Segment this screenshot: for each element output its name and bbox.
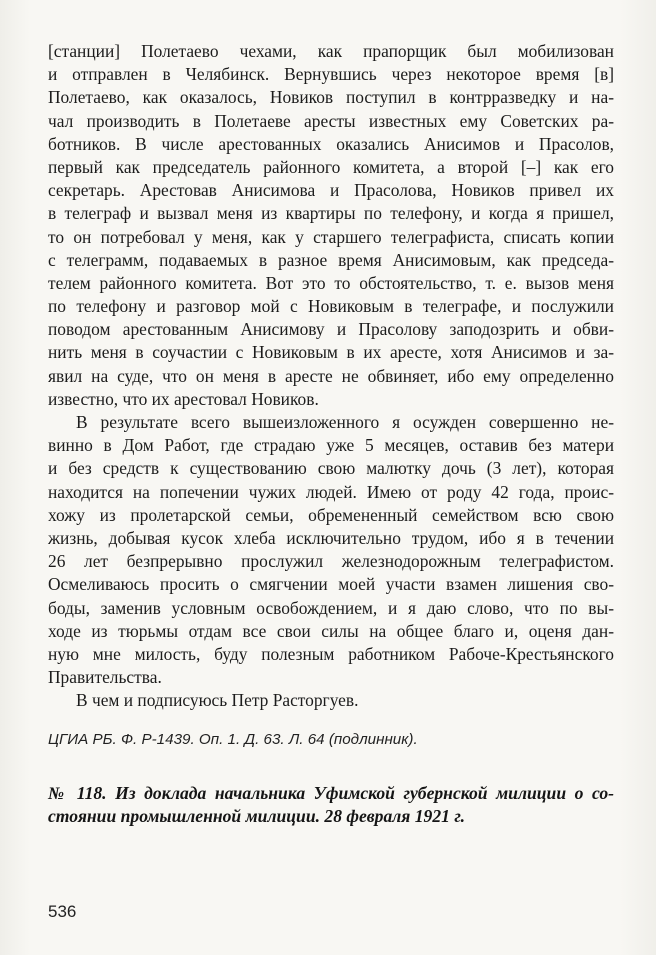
- heading-line-1: № 118. Из доклада начальника Уфимской губернской милиции о со-: [48, 783, 614, 803]
- archival-source-citation: ЦГИА РБ. Ф. Р-1439. Оп. 1. Д. 63. Л. 64 (подлинник).: [48, 731, 418, 748]
- text-line: ную мне милость, буду полезным работником Рабоче-Крестьянского: [48, 643, 614, 664]
- signature-line: В чем и подписуюсь Петр Расторгуев.: [76, 690, 359, 711]
- text-line: ботников. В числе арестованных оказались Анисимов и Прасолов,: [48, 133, 614, 154]
- text-line: чал производить в Полетаеве аресты известных ему Советских ра-: [48, 110, 614, 131]
- text-line: секретарь. Арестовав Анисимова и Прасолова, Новиков привел их: [48, 180, 614, 201]
- text-line: Осмеливаюсь просить о смягчении моей участи взамен лишения сво-: [48, 574, 614, 595]
- text-line: [станции] Полетаево чехами, как прапорщик был мобилизован: [48, 41, 614, 61]
- text-line: винно в Дом Работ, где страдаю уже 5 месяцев, оставив без матери: [48, 435, 614, 456]
- text-line: Полетаево, как оказалось, Новиков поступил в контрразведку и на-: [48, 87, 614, 108]
- text-line: первый как председатель районного комитета, а второй [–] как его: [48, 156, 614, 177]
- text-line: 26 лет безпрерывно прослужил железнодорожным телеграфистом.: [48, 551, 614, 572]
- heading-line-2: стоянии промышленной милиции. 28 февраля 1921 г.: [48, 806, 465, 827]
- text-line: хожу из пролетарской семьи, обремененный семейством всю свою: [48, 504, 614, 525]
- text-line: находится на попечении чужих людей. Имею от роду 42 года, проис-: [48, 481, 614, 502]
- text-line: жизнь, добывая кусок хлеба исключительно трудом, ибо я в течении: [48, 527, 614, 548]
- text-line: с телеграмм, подаваемых в разное время Анисимовым, как председа-: [48, 249, 614, 270]
- text-line: по телефону и разговор мой с Новиковым в телеграфе, и послужили: [48, 296, 614, 317]
- text-line: явил на суде, что он меня в аресте не обвиняет, ибо ему определенно: [48, 365, 614, 386]
- text-line: боды, заменив условным освобождением, и я даю слово, что по вы-: [48, 597, 614, 618]
- text-line: то он потребовал у меня, как у старшего телеграфиста, списать копии: [48, 226, 614, 247]
- page-number: 536: [48, 902, 77, 921]
- text-line: нить меня в соучастии с Новиковым в их аресте, хотя Анисимов и за-: [48, 342, 614, 363]
- text-line: известно, что их арестовал Новиков.: [48, 388, 319, 409]
- text-line: и отправлен в Челябинск. Вернувшись через некоторое время [в]: [48, 64, 614, 85]
- text-line: ходе из тюрьмы отдам все свои силы на общее благо и, оценя дан-: [48, 620, 614, 641]
- text-line: телем районного комитета. Вот это то обстоятельство, т. е. вызов меня: [48, 272, 614, 293]
- paragraph-start-line: В результате всего вышеизложенного я осужден совершенно не-: [76, 412, 614, 432]
- document-heading: [48, 782, 614, 828]
- text-line: Правительства.: [48, 667, 162, 688]
- text-line: поводом арестованным Анисимову и Прасолову заподозрить и обви-: [48, 319, 614, 340]
- text-line: и без средств к существованию свою малютку дочь (3 лет), которая: [48, 458, 614, 479]
- main-text: [48, 40, 614, 712]
- text-line: в телеграф и вызвал меня из квартиры по телефону, и когда я пришел,: [48, 203, 614, 224]
